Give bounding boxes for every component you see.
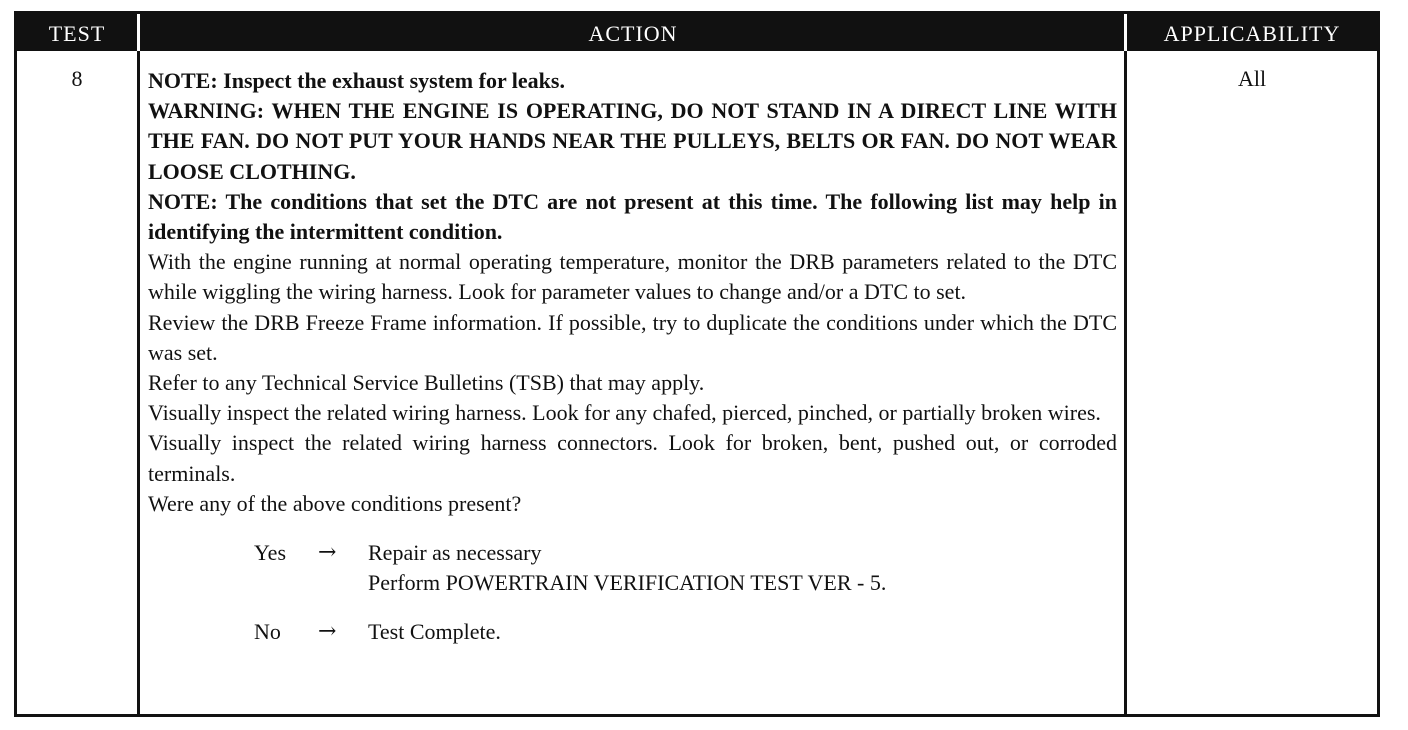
note-exhaust: NOTE: Inspect the exhaust system for leaks. bbox=[148, 68, 565, 93]
answer-yes: Yes bbox=[254, 540, 287, 566]
applicability-value: All bbox=[1237, 66, 1267, 91]
column-divider bbox=[137, 14, 140, 714]
result-no bbox=[148, 617, 1117, 647]
table-header bbox=[17, 14, 1377, 51]
result-yes-line2 bbox=[148, 568, 1117, 598]
action-cell bbox=[148, 66, 1117, 647]
note-conditions: NOTE: The conditions that set the DTC are not present at this time. The following list may help in identifying the intermittent condition. bbox=[148, 188, 1117, 245]
column-divider bbox=[1124, 14, 1127, 714]
paragraph-harness: Visually inspect the related wiring harness. Look for any chafed, pierced, pinched, or partially broken wires. bbox=[148, 400, 1101, 426]
paragraph-monitor: With the engine running at normal operating temperature, monitor the DRB parameters related to the DTC while wiggling the wiring harness. Look for parameter values to change and/or a DTC to set. bbox=[148, 249, 1117, 305]
arrow-icon: → bbox=[318, 540, 337, 566]
header-action: ACTION bbox=[588, 21, 678, 46]
result-yes bbox=[148, 538, 1117, 568]
question: Were any of the above conditions present? bbox=[148, 490, 522, 516]
paragraph-connectors: Visually inspect the related wiring harness connectors. Look for broken, bent, pushed out, or corroded terminals. bbox=[148, 430, 1117, 486]
arrow-icon: → bbox=[318, 619, 337, 645]
header-test: TEST bbox=[48, 21, 106, 46]
diagnostic-table bbox=[14, 11, 1380, 717]
header-divider bbox=[137, 14, 140, 51]
warning-text: WARNING: WHEN THE ENGINE IS OPERATING, DO NOT STAND IN A DIRECT LINE WITH THE FAN. DO NOT PUT YOUR HANDS NEAR THE PULLEYS, BELTS OR FAN. DO NOT WEAR LOOSE CLOTHING. bbox=[148, 98, 1117, 184]
paragraph-freeze-frame: Review the DRB Freeze Frame information. If possible, try to duplicate the conditions under which the DTC was set. bbox=[148, 309, 1117, 365]
header-divider bbox=[1124, 14, 1127, 51]
yes-action-2: Perform POWERTRAIN VERIFICATION TEST VER - 5. bbox=[368, 570, 887, 596]
answer-no: No bbox=[254, 619, 281, 645]
paragraph-tsb: Refer to any Technical Service Bulletins (TSB) that may apply. bbox=[148, 370, 705, 396]
no-action: Test Complete. bbox=[368, 619, 501, 645]
yes-action-1: Repair as necessary bbox=[368, 540, 542, 566]
test-number: 8 bbox=[71, 66, 83, 91]
header-applicability: APPLICABILITY bbox=[1163, 21, 1341, 46]
